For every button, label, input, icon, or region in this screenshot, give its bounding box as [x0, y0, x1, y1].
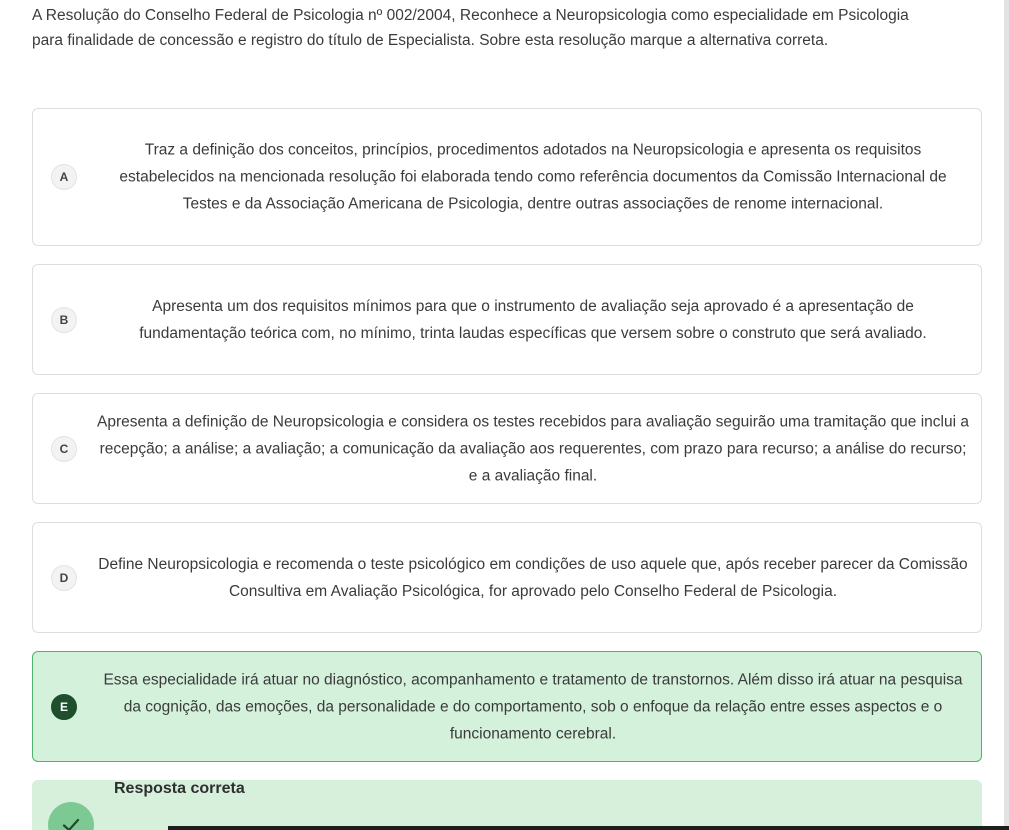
option-letter-d: D	[51, 565, 77, 591]
scrollbar-track[interactable]	[1004, 0, 1009, 830]
option-a[interactable]	[32, 108, 982, 246]
taskbar-edge	[168, 826, 1009, 830]
option-text-d: Define Neuropsicologia e recomenda o teste psicológico em condições de uso aquele que, após receber parecer da Comissão Consultiva em Avaliação Psicológica, for aprovado pelo Conselho Federal de Psicologia.	[98, 555, 968, 600]
option-letter-c: C	[51, 436, 77, 462]
option-e-correct[interactable]	[32, 651, 982, 762]
feedback-panel	[32, 780, 982, 830]
option-b[interactable]	[32, 264, 982, 375]
check-icon	[48, 802, 94, 830]
option-d[interactable]	[32, 522, 982, 633]
question-text: A Resolução do Conselho Federal de Psicologia nº 002/2004, Reconhece a Neuropsicologia como especialidade em Psicologia para finalidade de concessão e registro do título de Especialista. Sobre esta resolução marque a alternativa correta.	[32, 7, 909, 49]
option-text-a: Traz a definição dos conceitos, princípios, procedimentos adotados na Neuropsicologia e apresenta os requisitos estabelecidos na mencionada resolução foi elaborada tendo como referência documentos da Comissão Internacional de Testes e da Associação Americana de Psicologia, dentre outras associações de renome internacional.	[119, 141, 947, 213]
option-letter-a: A	[51, 164, 77, 190]
option-text-e: Essa especialidade irá atuar no diagnóstico, acompanhamento e tratamento de transtornos. Além disso irá atuar na pesquisa da cognição, das emoções, da personalidade e do comportamento, sob o enfoque da relação entre esses aspectos e o funcionamento cerebral.	[103, 671, 963, 742]
option-text-b: Apresenta um dos requisitos mínimos para que o instrumento de avaliação seja aprovado é a apresentação de fundamentação teórica com, no mínimo, trinta laudas específicas que versem sobre o construto que será avaliado.	[139, 297, 927, 342]
option-c[interactable]	[32, 393, 982, 504]
option-letter-b: B	[51, 307, 77, 333]
option-text-c: Apresenta a definição de Neuropsicologia e considera os testes recebidos para avaliação seguirão uma tramitação que inclui a recepção; a análise; a avaliação; a comunicação da avaliação aos requerentes, com prazo para recurso; a análise do recurso; e a avaliação final.	[97, 413, 969, 484]
option-letter-e: E	[51, 694, 77, 720]
feedback-title: Resposta correta	[114, 780, 245, 797]
